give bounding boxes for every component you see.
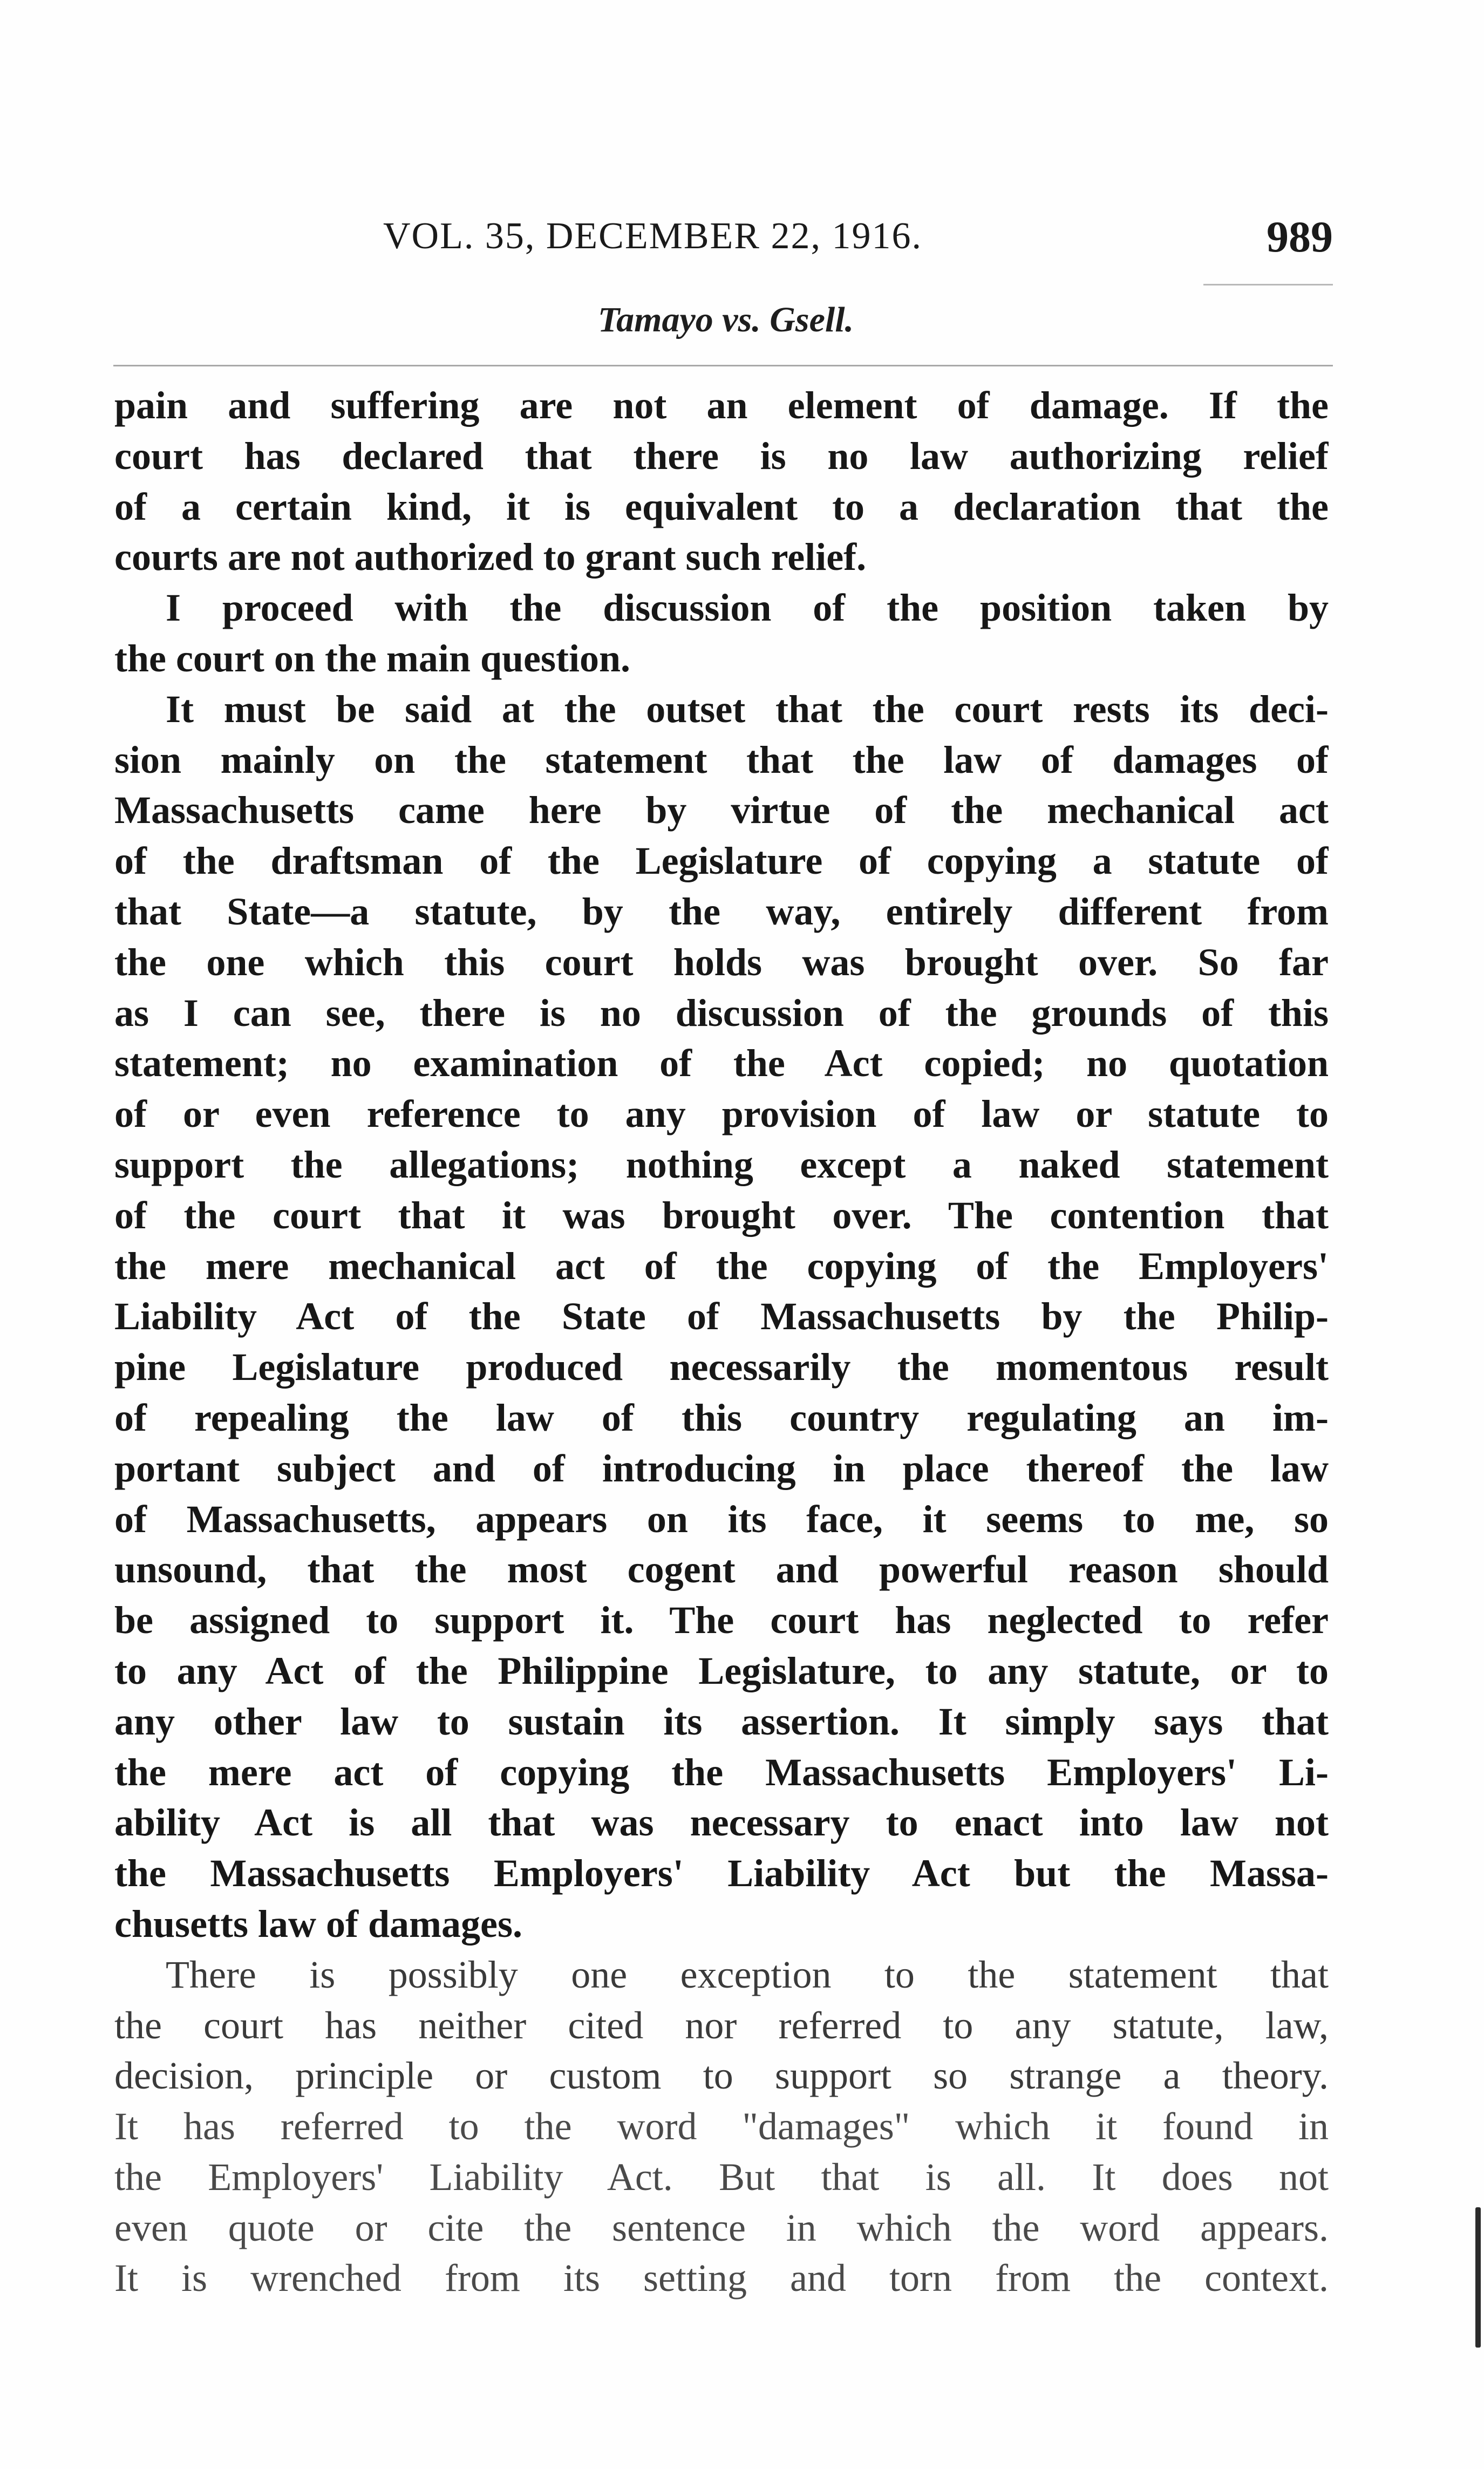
text-line: the court on the main question. — [114, 636, 631, 680]
text-line: the Employers' Liability Act. But that is all. It does not — [114, 2155, 1329, 2199]
text-line: as I can see, there is no discussion of the grounds of this — [114, 991, 1329, 1035]
text-line: the one which this court holds was brought over. So far — [114, 940, 1329, 984]
text-line: statement; no examination of the Act copied; no quotation — [114, 1042, 1329, 1085]
text-line: court has declared that there is no law authorizing relief — [114, 434, 1329, 478]
text-line: portant subject and of introducing in place thereof the law — [114, 1446, 1329, 1490]
text-line: the mere mechanical act of the copying of the Employers' — [114, 1244, 1329, 1288]
page-edge-mark — [1475, 2207, 1481, 2348]
text-line: to any Act of the Philippine Legislature, to any statute, or to — [114, 1649, 1329, 1692]
text-line: Liability Act of the State of Massachusetts by the Philip- — [114, 1295, 1329, 1338]
text-line: It has referred to the word "damages" which it found in — [114, 2105, 1329, 2148]
running-header — [119, 212, 1333, 274]
text-line: It is wrenched from its setting and torn from the context. — [114, 2256, 1329, 2300]
text-line: of the draftsman of the Legislature of copying a statute of — [114, 839, 1329, 883]
text-line: ability Act is all that was necessary to enact into law not — [114, 1801, 1329, 1845]
text-line: of Massachusetts, appears on its face, it seems to me, so — [114, 1497, 1329, 1541]
text-line: the Massachusetts Employers' Liability Act but the Massa- — [114, 1852, 1329, 1895]
text-line: I proceed with the discussion of the position taken by — [166, 586, 1329, 630]
page-number: 989 — [1267, 212, 1333, 261]
text-line: the mere act of copying the Massachusetts Employers' Li- — [114, 1750, 1329, 1794]
text-line: that State—a statute, by the way, entirely different from — [114, 889, 1329, 933]
text-line: of or even reference to any provision of law or statute to — [114, 1092, 1329, 1136]
text-line: There is possibly one exception to the statement that — [166, 1953, 1329, 1996]
text-line: any other law to sustain its assertion. It simply says that — [114, 1699, 1329, 1743]
text-line: of repealing the law of this country regulating an im- — [114, 1396, 1329, 1439]
text-line: chusetts law of damages. — [114, 1902, 522, 1946]
text-line: support the allegations; nothing except a naked statement — [114, 1142, 1329, 1186]
text-line: even quote or cite the sentence in which the word appears. — [114, 2206, 1329, 2249]
text-line: decision, principle or custom to support so strange a theory. — [114, 2054, 1329, 2098]
text-line: courts are not authorized to grant such relief. — [114, 535, 867, 579]
text-line: the court has neither cited nor referred to any statute, law, — [114, 2003, 1329, 2047]
body-text — [114, 380, 1329, 2304]
text-line: unsound, that the most cogent and powerful reason should — [114, 1548, 1329, 1591]
text-line: pine Legislature produced necessarily the momentous result — [114, 1345, 1329, 1389]
header-rule-short — [1203, 284, 1333, 285]
text-line: be assigned to support it. The court has neglected to refer — [114, 1599, 1329, 1642]
case-title: Tamayo vs. Gsell. — [597, 300, 854, 339]
volume-date: VOL. 35, DECEMBER 22, 1916. — [383, 215, 922, 257]
text-line: Massachusetts came here by virtue of the mechanical act — [114, 788, 1329, 832]
text-line: of a certain kind, it is equivalent to a declaration that the — [114, 485, 1329, 528]
text-line: sion mainly on the statement that the law of damages of — [114, 738, 1329, 781]
text-line: pain and suffering are not an element of damage. If the — [114, 384, 1329, 427]
text-line: of the court that it was brought over. The contention that — [114, 1193, 1329, 1237]
text-line: It must be said at the outset that the court rests its deci- — [166, 687, 1329, 731]
header-rule — [113, 365, 1333, 366]
